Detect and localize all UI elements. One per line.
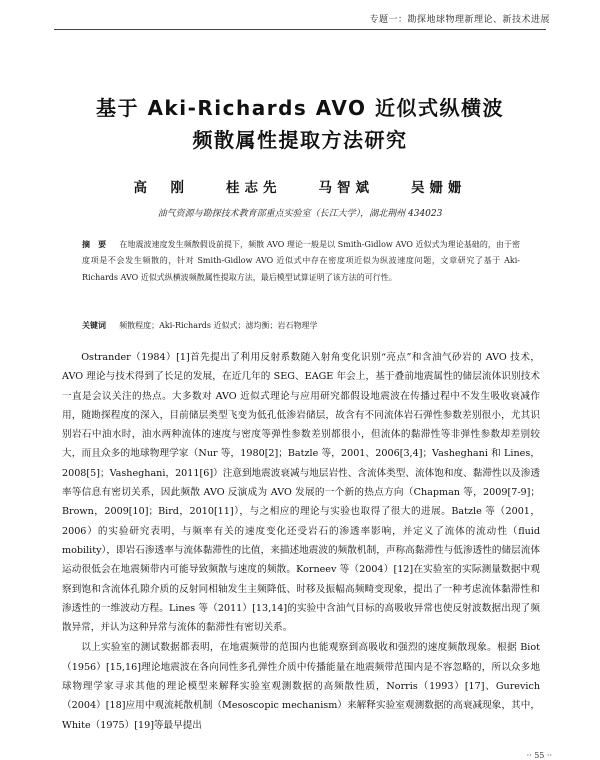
body-paragraph-2: 以上实验室的测试数据都表明，在地震频带的范围内也能观察到高吸收和强烈的速度频散现象。根据 Biot（1956）[15,16]理论地震波在各向同性多孔弹性介质中传播能量在地震频带范围内是不容忽略的，所以众多地球物理学家寻求其他的理论模型来解释实验室观测数据的高频散性质，Norris（1993）[17]、Gurevich（2004）[18]应用中观流耗散机制（Mesoscopic mechanism）来解释实验室观测数据的高衰减现象，其中，White（1975）[19]等最早提出 [62, 642, 540, 731]
page-number: ·· 55 ·· [526, 751, 552, 760]
keywords [82, 319, 520, 333]
authors: 高 刚 桂志先 马智斌 吴姗姗 [133, 180, 467, 196]
header-rule [54, 29, 546, 30]
keywords-text: 频散程度；Aki-Richards 近似式；滤均衡；岩石物理学 [119, 321, 318, 330]
title-line-2: 频散属性提取方法研究 [192, 128, 408, 152]
abstract-label: 摘 要 [82, 240, 107, 249]
body-paragraph-1: Ostrander（1984）[1]首先提出了利用反射系数随入射角变化识别“亮点”和含油气砂岩的 AVO 技术，AVO 理论与技术得到了长足的发展，在近几年的 SEG、EAGE 年会上，基于叠前地震属性的储层流体识别技术一直是会议关注的热点。大多数对 AVO 近似式理论与应用研究都假设地震波在传播过程中不发生吸收衰减作用，随勘探程度的深入，目前储层类型飞变为低孔低渗岩储层，故含有不同流体岩石弹性参数差别很小，尤其识别岩石中油水时，油水两种流体的速度与密度等弹性参数差别都很小，但流体的黏滞性等非弹性参数却差别较大，而且众多的地球物理学家（Nur 等，1980[2]；Batzle 等，2001、2006[3,4]；Vasheghani 和 Lines，2008[5]；Vasheghani，2011[6]）注意到地震波衰减与地层岩性、含流体类型、流体饱和度、黏滞性以及渗透率等信息有密切关系，因此频散 AVO 反演成为 AVO 发展的一个新的热点方向（Chapman 等，2009[7-9]；Brown，2009[10]；Bird，2010[11]），与之相应的理论与实验也取得了很大的进展。Batzle 等（2001，2006）的实验研究表明，与频率有关的速度变化还受岩石的渗透率影响，并定义了流体的流动性（fluid mobility），即岩石渗透率与流体黏滞性的比值，来描述地震波的频散机制，声称高黏滞性与低渗透性的储层流体运动很低会在地震频带内可能导致频散与速度的频散。Korneev 等（2004）[12]在实验室的实际测量数据中观察到饱和含流体孔隙介质的反射同相轴发生主频降低、时移及振幅高频畸变现象，提出了一种考虑流体黏滞性和渗透性的一维波动方程。Lines 等（2011）[13,14]的实验中含油气目标的高吸收异常也使反射波数据出现了频散异常，并认为这种异常与流体的黏滞性有密切关系。 [62, 352, 540, 634]
abstract-text: 在地震波速度发生频散假设前提下，频散 AVO 理论一般是以 Smith-Gidlow AVO 近似式为理论基础的，由于密度项是不会发生频散的，针对 Smith-Gidlow AVO 近似式中存在密度项近似为纵波速度问题，文章研究了基于 Aki-Richards AVO 近似式纵横波频散属性提取方法，最后模型试算证明了该方法的可行性。 [82, 240, 521, 282]
body-text [62, 348, 540, 735]
keywords-label: 关键词 [82, 321, 106, 330]
title-line-1: 基于 Aki-Richards AVO 近似式纵横波 [95, 96, 504, 120]
affiliation: 油气资源与勘探技术教育部重点实验室（长江大学），湖北荆州 434023 [157, 209, 443, 219]
running-header: 专题一：勘探地球物理新理论、新技术进展 [369, 15, 550, 25]
abstract [82, 237, 520, 286]
